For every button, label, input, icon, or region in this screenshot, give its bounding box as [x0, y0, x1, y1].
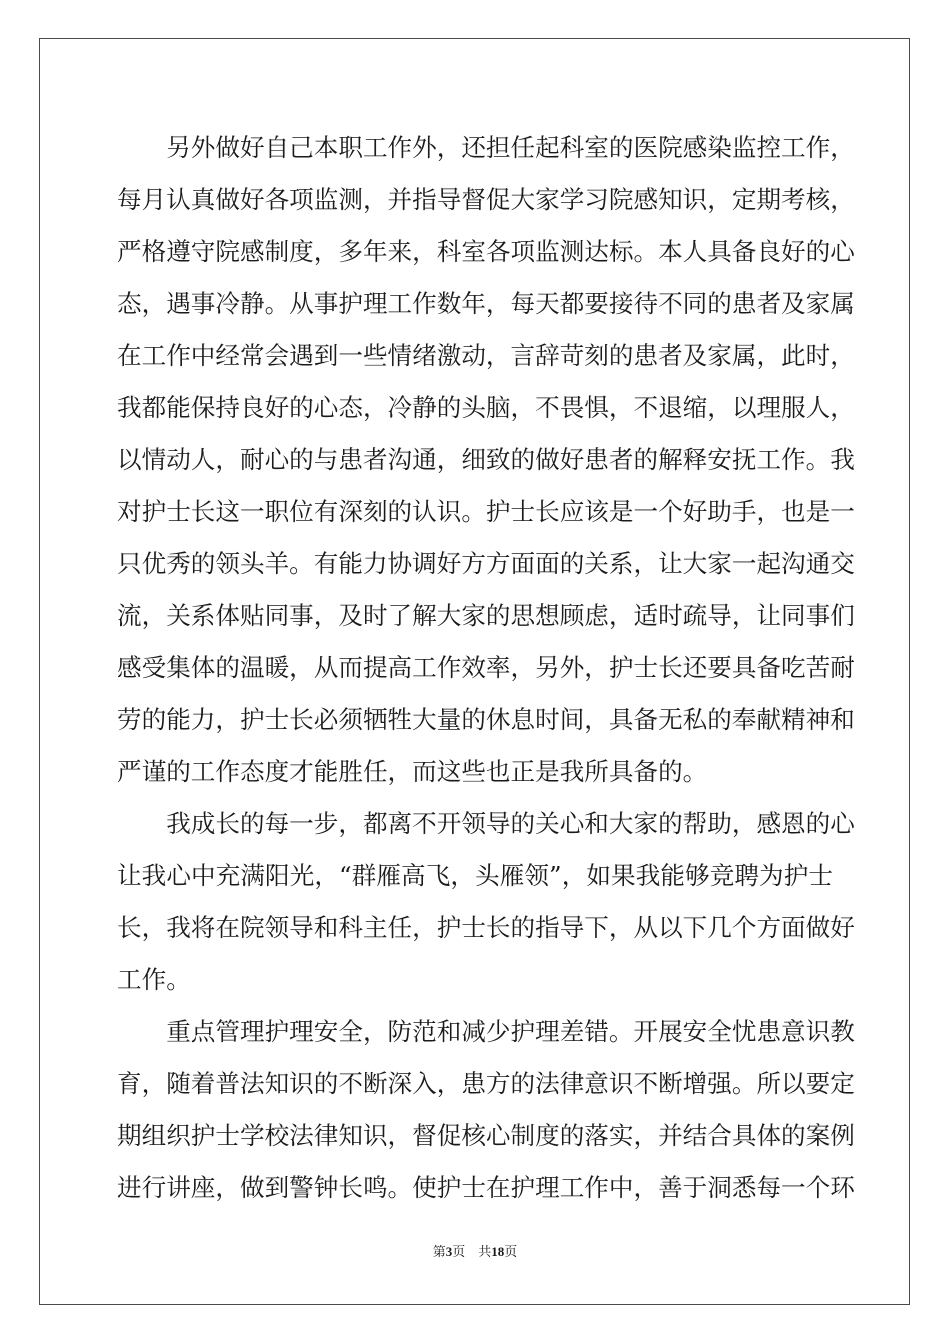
text-line: 在工作中经常会遇到一些情绪激动，言辞苛刻的患者及家属，此时，	[117, 341, 855, 370]
text-line: 对护士长这一职位有深刻的认识。护士长应该是一个好助手，也是一	[117, 497, 855, 526]
page-footer	[0, 1241, 950, 1260]
footer-page-number: 3	[445, 1244, 453, 1259]
footer-prefix: 第	[432, 1245, 446, 1260]
footer-suffix: 页	[504, 1245, 518, 1260]
footer-mid: 页 共	[452, 1245, 492, 1260]
text-line: 我都能保持良好的心态，冷静的头脑，不畏惧，不退缩，以理服人，	[117, 393, 855, 422]
text-line: 另外做好自己本职工作外，还担任起科室的医院感染监控工作，	[117, 133, 855, 162]
text-line: 严谨的工作态度才能胜任，而这些也正是我所具备的。	[117, 757, 708, 786]
text-line: 劳的能力，护士长必须牺牲大量的休息时间，具备无私的奉献精神和	[117, 705, 855, 734]
text-line: 态，遇事冷静。从事护理工作数年，每天都要接待不同的患者及家属	[117, 289, 855, 318]
text-line: 让我心中充满阳光，“群雁高飞，头雁领”，如果我能够竞聘为护士	[117, 861, 833, 890]
text-line: 每月认真做好各项监测，并指导督促大家学习院感知识，定期考核，	[117, 185, 855, 214]
text-line: 流，关系体贴同事，及时了解大家的思想顾虑，适时疏导，让同事们	[117, 601, 855, 630]
text-line: 我成长的每一步，都离不开领导的关心和大家的帮助，感恩的心	[117, 809, 855, 838]
text-line: 育，随着普法知识的不断深入，患方的法律意识不断增强。所以要定	[117, 1069, 855, 1098]
text-line: 以情动人，耐心的与患者沟通，细致的做好患者的解释安抚工作。我	[117, 445, 855, 474]
text-line: 重点管理护理安全，防范和减少护理差错。开展安全忧患意识教	[117, 1017, 855, 1046]
text-line: 长，我将在院领导和科主任，护士长的指导下，从以下几个方面做好	[117, 913, 855, 942]
text-line: 期组织护士学校法律知识，督促核心制度的落实，并结合具体的案例	[117, 1121, 855, 1150]
text-line: 工作。	[117, 965, 191, 994]
text-line: 严格遵守院感制度，多年来，科室各项监测达标。本人具备良好的心	[117, 237, 855, 266]
text-line: 只优秀的领头羊。有能力协调好方方面面的关系，让大家一起沟通交	[117, 549, 855, 578]
text-line: 进行讲座，做到警钟长鸣。使护士在护理工作中，善于洞悉每一个环	[117, 1173, 855, 1202]
footer-total-pages: 18	[491, 1244, 505, 1259]
text-line: 感受集体的温暖，从而提高工作效率，另外，护士长还要具备吃苦耐	[117, 653, 855, 682]
